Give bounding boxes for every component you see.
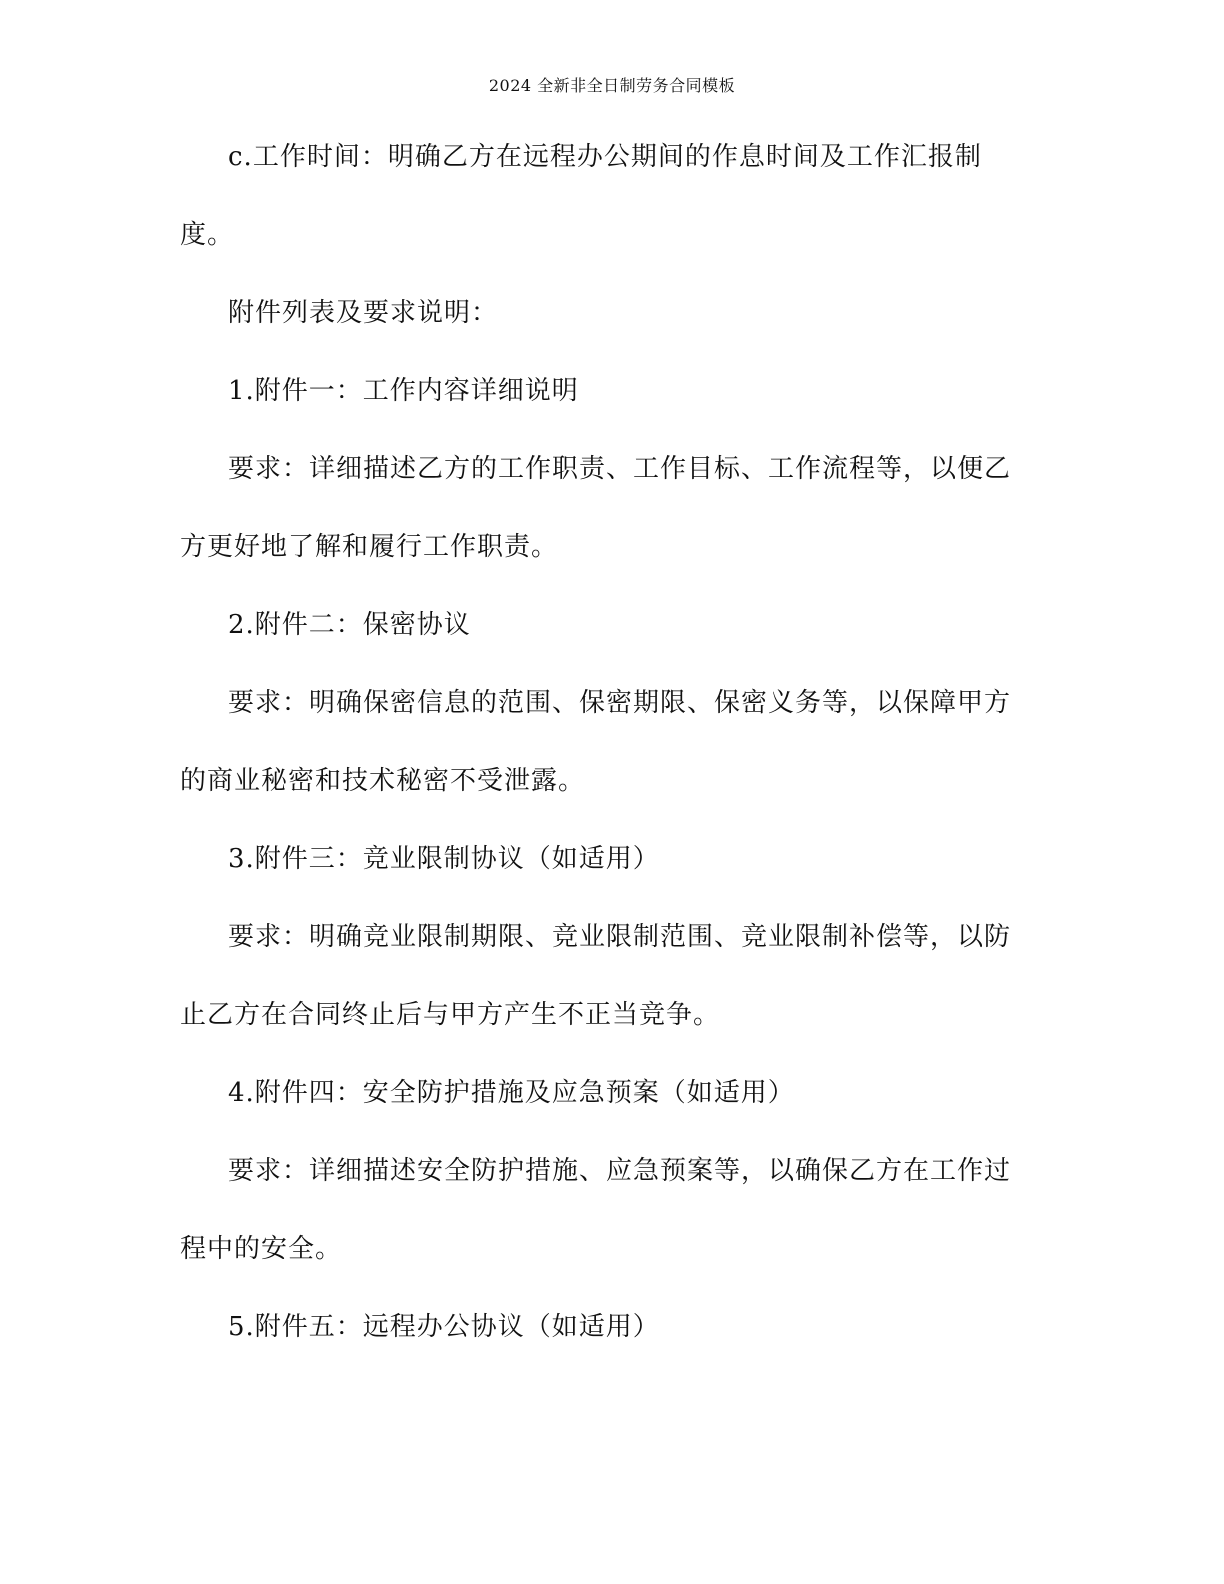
paragraph-work-time — [180, 118, 1040, 274]
attachment-4-requirement — [180, 1132, 1040, 1288]
paragraph-line: 要求：明确竞业限制期限、竞业限制范围、竞业限制补偿等，以防 — [228, 922, 1012, 952]
paragraph-line: 的商业秘密和技术秘密不受泄露。 — [180, 766, 586, 796]
paragraph-line: 4.附件四：安全防护措施及应急预案（如适用） — [228, 1078, 795, 1108]
paragraph-line: 度。 — [180, 220, 235, 250]
attachment-1-title — [180, 352, 1040, 430]
paragraph-attachments-heading — [180, 274, 1040, 352]
page-header — [0, 75, 1224, 97]
paragraph-line: 附件列表及要求说明： — [228, 298, 499, 328]
attachment-3-requirement — [180, 898, 1040, 1054]
paragraph-line: 要求：详细描述安全防护措施、应急预案等，以确保乙方在工作过 — [228, 1156, 1012, 1186]
attachment-5-title — [180, 1288, 1040, 1366]
paragraph-line: 1.附件一：工作内容详细说明 — [228, 376, 579, 406]
attachment-3-title — [180, 820, 1040, 898]
paragraph-line: 要求：明确保密信息的范围、保密期限、保密义务等，以保障甲方 — [228, 688, 1012, 718]
paragraph-line: 3.附件三：竞业限制协议（如适用） — [228, 844, 660, 874]
paragraph-line: c.工作时间：明确乙方在远程办公期间的作息时间及工作汇报制 — [228, 142, 982, 172]
attachment-4-title — [180, 1054, 1040, 1132]
attachment-1-requirement — [180, 430, 1040, 586]
paragraph-line: 要求：详细描述乙方的工作职责、工作目标、工作流程等，以便乙 — [228, 454, 1012, 484]
paragraph-line: 止乙方在合同终止后与甲方产生不正当竞争。 — [180, 1000, 721, 1030]
paragraph-line: 5.附件五：远程办公协议（如适用） — [228, 1312, 660, 1342]
paragraph-line: 2.附件二：保密协议 — [228, 610, 471, 640]
attachment-2-requirement — [180, 664, 1040, 820]
paragraph-line: 方更好地了解和履行工作职责。 — [180, 532, 559, 562]
attachment-2-title — [180, 586, 1040, 664]
document-title: 2024 全新非全日制劳务合同模板 — [488, 76, 736, 95]
paragraph-line: 程中的安全。 — [180, 1234, 343, 1264]
